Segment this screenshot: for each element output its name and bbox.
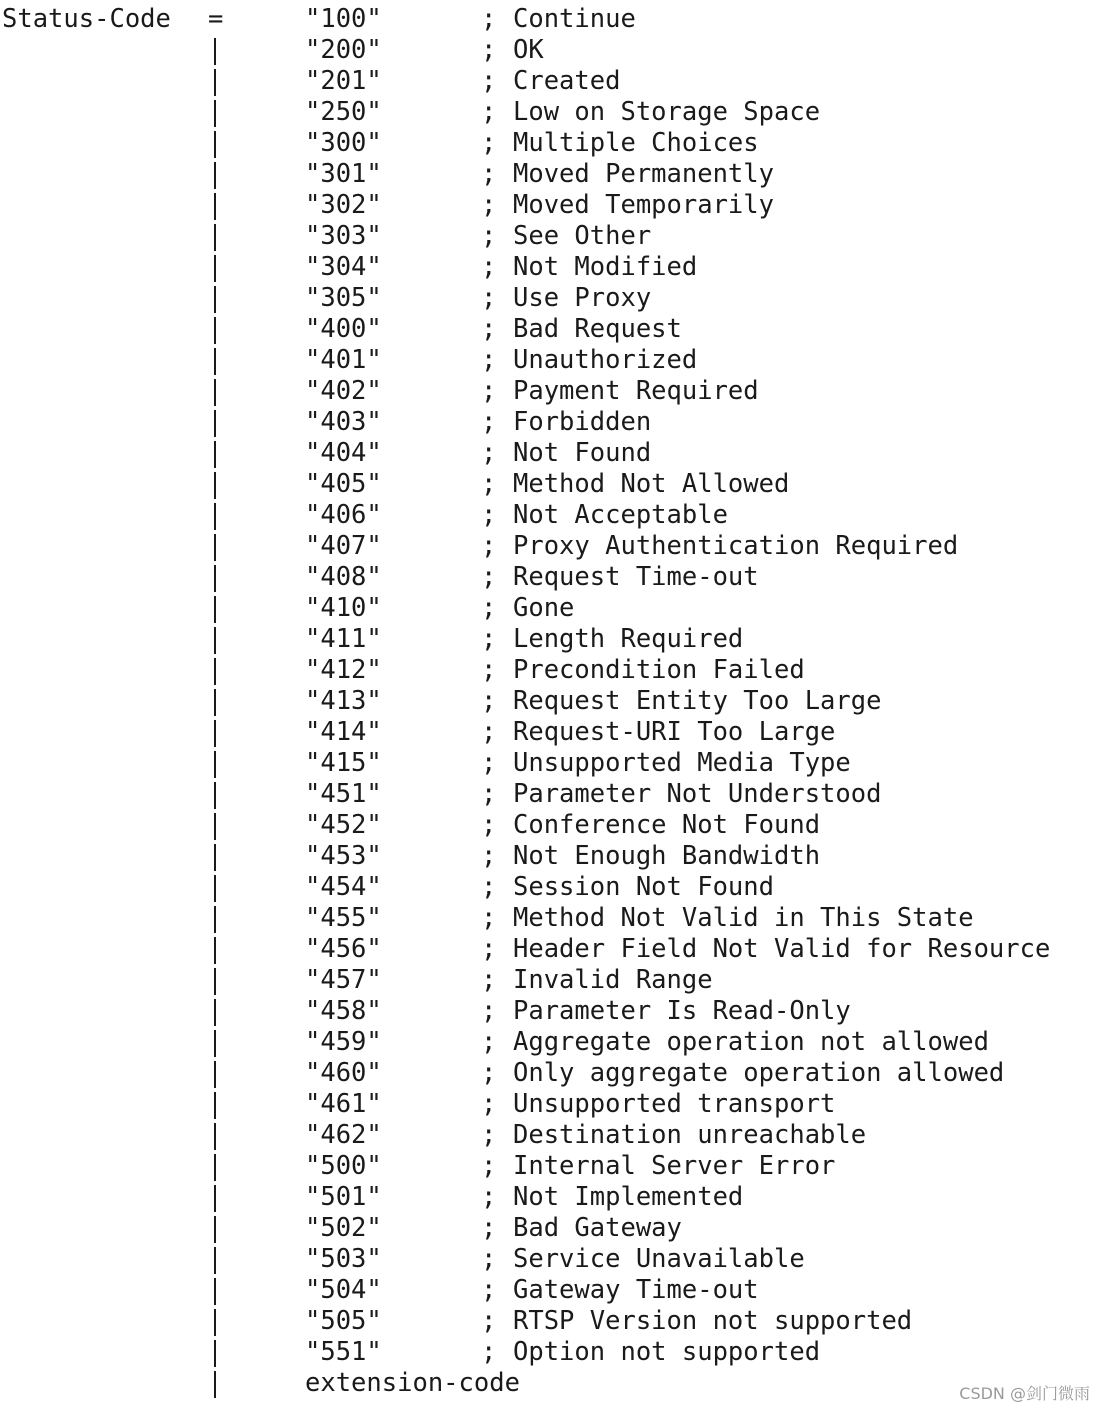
alternation-bar (214, 565, 216, 592)
alternation-bar (214, 1247, 216, 1274)
comment-separator: ; (481, 1275, 497, 1305)
comment-separator: ; (481, 1213, 497, 1243)
alternation-bar (214, 720, 216, 747)
status-code: "460" (305, 1058, 382, 1088)
alternation-bar (214, 1185, 216, 1212)
extension-code: extension-code (305, 1368, 520, 1398)
status-code: "410" (305, 593, 382, 623)
grammar-line (0, 252, 1104, 283)
reason-phrase: Unsupported transport (513, 1089, 836, 1119)
comment-separator: ; (481, 345, 497, 375)
status-code: "504" (305, 1275, 382, 1305)
reason-phrase: Destination unreachable (513, 1120, 867, 1150)
reason-phrase: Method Not Valid in This State (513, 903, 974, 933)
status-code: "456" (305, 934, 382, 964)
comment-separator: ; (481, 4, 497, 34)
grammar-line (0, 965, 1104, 996)
grammar-line (0, 190, 1104, 221)
reason-phrase: Proxy Authentication Required (513, 531, 959, 561)
grammar-line (0, 872, 1104, 903)
alternation-bar (214, 627, 216, 654)
comment-separator: ; (481, 159, 497, 189)
status-code: "100" (305, 4, 382, 34)
comment-separator: ; (481, 190, 497, 220)
reason-phrase: Use Proxy (513, 283, 652, 313)
reason-phrase: Multiple Choices (513, 128, 759, 158)
comment-separator: ; (481, 717, 497, 747)
comment-separator: ; (481, 1306, 497, 1336)
status-code: "501" (305, 1182, 382, 1212)
status-code: "404" (305, 438, 382, 468)
reason-phrase: Payment Required (513, 376, 759, 406)
grammar-line (0, 1027, 1104, 1058)
reason-phrase: Request Time-out (513, 562, 759, 592)
status-code: "407" (305, 531, 382, 561)
comment-separator: ; (481, 314, 497, 344)
reason-phrase: Length Required (513, 624, 744, 654)
status-code-grammar (0, 4, 1104, 1399)
alternation-bar (214, 131, 216, 158)
status-code: "414" (305, 717, 382, 747)
status-code: "452" (305, 810, 382, 840)
alternation-bar (214, 999, 216, 1026)
status-code: "200" (305, 35, 382, 65)
comment-separator: ; (481, 810, 497, 840)
comment-separator: ; (481, 97, 497, 127)
status-code: "403" (305, 407, 382, 437)
status-code: "454" (305, 872, 382, 902)
status-code: "451" (305, 779, 382, 809)
comment-separator: ; (481, 128, 497, 158)
grammar-line (0, 4, 1104, 35)
comment-separator: ; (481, 531, 497, 561)
comment-separator: ; (481, 996, 497, 1026)
reason-phrase: Not Implemented (513, 1182, 744, 1212)
alternation-bar (214, 689, 216, 716)
grammar-line (0, 1368, 1104, 1399)
alternation-bar (214, 937, 216, 964)
reason-phrase: OK (513, 35, 544, 65)
status-code: "458" (305, 996, 382, 1026)
reason-phrase: Moved Temporarily (513, 190, 774, 220)
grammar-line (0, 1306, 1104, 1337)
reason-phrase: Invalid Range (513, 965, 713, 995)
alternation-bar (214, 1154, 216, 1181)
grammar-line (0, 686, 1104, 717)
comment-separator: ; (481, 748, 497, 778)
reason-phrase: Service Unavailable (513, 1244, 805, 1274)
alternation-bar (214, 1371, 216, 1398)
comment-separator: ; (481, 1027, 497, 1057)
comment-separator: ; (481, 1058, 497, 1088)
grammar-line (0, 97, 1104, 128)
comment-separator: ; (481, 1182, 497, 1212)
grammar-line (0, 655, 1104, 686)
alternation-bar (214, 1309, 216, 1336)
status-code: "455" (305, 903, 382, 933)
comment-separator: ; (481, 221, 497, 251)
reason-phrase: Forbidden (513, 407, 652, 437)
status-code: "505" (305, 1306, 382, 1336)
reason-phrase: See Other (513, 221, 652, 251)
comment-separator: ; (481, 624, 497, 654)
alternation-bar (214, 658, 216, 685)
grammar-line (0, 562, 1104, 593)
grammar-line (0, 748, 1104, 779)
alternation-bar (214, 472, 216, 499)
grammar-line (0, 66, 1104, 97)
alternation-bar (214, 410, 216, 437)
comment-separator: ; (481, 1244, 497, 1274)
reason-phrase: Not Enough Bandwidth (513, 841, 821, 871)
reason-phrase: Created (513, 66, 621, 96)
reason-phrase: Request-URI Too Large (513, 717, 836, 747)
status-code: "413" (305, 686, 382, 716)
reason-phrase: Continue (513, 4, 636, 34)
grammar-line (0, 1182, 1104, 1213)
grammar-line (0, 376, 1104, 407)
comment-separator: ; (481, 779, 497, 809)
status-code: "461" (305, 1089, 382, 1119)
status-code: "406" (305, 500, 382, 530)
reason-phrase: Not Modified (513, 252, 698, 282)
grammar-line (0, 35, 1104, 66)
grammar-line (0, 531, 1104, 562)
alternation-bar (214, 782, 216, 809)
comment-separator: ; (481, 1120, 497, 1150)
alternation-bar (214, 1092, 216, 1119)
reason-phrase: Parameter Not Understood (513, 779, 882, 809)
reason-phrase: Only aggregate operation allowed (513, 1058, 1005, 1088)
alternation-bar (214, 751, 216, 778)
grammar-line (0, 1151, 1104, 1182)
grammar-line (0, 1058, 1104, 1089)
alternation-bar (214, 813, 216, 840)
grammar-line (0, 283, 1104, 314)
alternation-bar (214, 224, 216, 251)
comment-separator: ; (481, 1151, 497, 1181)
alternation-bar (214, 286, 216, 313)
alternation-bar (214, 1340, 216, 1367)
grammar-line (0, 1275, 1104, 1306)
status-code: "303" (305, 221, 382, 251)
comment-separator: ; (481, 872, 497, 902)
status-code: "415" (305, 748, 382, 778)
status-code: "305" (305, 283, 382, 313)
alternation-bar (214, 1123, 216, 1150)
status-code: "201" (305, 66, 382, 96)
grammar-line (0, 159, 1104, 190)
comment-separator: ; (481, 283, 497, 313)
comment-separator: ; (481, 1089, 497, 1119)
alternation-bar (214, 1216, 216, 1243)
reason-phrase: Gateway Time-out (513, 1275, 759, 1305)
grammar-line (0, 1213, 1104, 1244)
status-code: "400" (305, 314, 382, 344)
reason-phrase: Not Acceptable (513, 500, 728, 530)
comment-separator: ; (481, 841, 497, 871)
reason-phrase: Parameter Is Read-Only (513, 996, 851, 1026)
rule-name: Status-Code (2, 4, 171, 34)
status-code: "405" (305, 469, 382, 499)
alternation-bar (214, 503, 216, 530)
comment-separator: ; (481, 1337, 497, 1367)
alternation-bar (214, 1278, 216, 1305)
comment-separator: ; (481, 438, 497, 468)
reason-phrase: Internal Server Error (513, 1151, 836, 1181)
grammar-line (0, 469, 1104, 500)
status-code: "408" (305, 562, 382, 592)
alternation-bar (214, 69, 216, 96)
grammar-line (0, 1244, 1104, 1275)
reason-phrase: Gone (513, 593, 575, 623)
reason-phrase: Not Found (513, 438, 652, 468)
alternation-bar (214, 844, 216, 871)
alternation-bar (214, 348, 216, 375)
comment-separator: ; (481, 66, 497, 96)
grammar-line (0, 1337, 1104, 1368)
comment-separator: ; (481, 469, 497, 499)
reason-phrase: Moved Permanently (513, 159, 774, 189)
reason-phrase: Request Entity Too Large (513, 686, 882, 716)
comment-separator: ; (481, 35, 497, 65)
grammar-line (0, 841, 1104, 872)
comment-separator: ; (481, 965, 497, 995)
status-code: "453" (305, 841, 382, 871)
status-code: "459" (305, 1027, 382, 1057)
status-code: "503" (305, 1244, 382, 1274)
comment-separator: ; (481, 500, 497, 530)
grammar-line (0, 500, 1104, 531)
grammar-line (0, 1089, 1104, 1120)
comment-separator: ; (481, 903, 497, 933)
equals-sign: = (208, 4, 224, 34)
comment-separator: ; (481, 686, 497, 716)
alternation-bar (214, 193, 216, 220)
status-code: "402" (305, 376, 382, 406)
grammar-line (0, 593, 1104, 624)
reason-phrase: Unauthorized (513, 345, 698, 375)
grammar-line (0, 1120, 1104, 1151)
status-code: "304" (305, 252, 382, 282)
comment-separator: ; (481, 376, 497, 406)
alternation-bar (214, 255, 216, 282)
status-code: "302" (305, 190, 382, 220)
reason-phrase: Option not supported (513, 1337, 821, 1367)
reason-phrase: Precondition Failed (513, 655, 805, 685)
alternation-bar (214, 1061, 216, 1088)
alternation-bar (214, 534, 216, 561)
grammar-line (0, 624, 1104, 655)
grammar-line (0, 128, 1104, 159)
alternation-bar (214, 38, 216, 65)
alternation-bar (214, 906, 216, 933)
alternation-bar (214, 317, 216, 344)
status-code: "401" (305, 345, 382, 375)
status-code: "500" (305, 1151, 382, 1181)
grammar-line (0, 345, 1104, 376)
reason-phrase: Bad Gateway (513, 1213, 682, 1243)
reason-phrase: Low on Storage Space (513, 97, 821, 127)
grammar-line (0, 314, 1104, 345)
alternation-bar (214, 379, 216, 406)
grammar-line (0, 438, 1104, 469)
reason-phrase: Unsupported Media Type (513, 748, 851, 778)
comment-separator: ; (481, 252, 497, 282)
status-code: "457" (305, 965, 382, 995)
reason-phrase: Bad Request (513, 314, 682, 344)
grammar-line (0, 903, 1104, 934)
comment-separator: ; (481, 562, 497, 592)
watermark: CSDN @剑门微雨 (959, 1384, 1090, 1403)
alternation-bar (214, 441, 216, 468)
status-code: "301" (305, 159, 382, 189)
reason-phrase: RTSP Version not supported (513, 1306, 913, 1336)
status-code: "411" (305, 624, 382, 654)
grammar-line (0, 934, 1104, 965)
comment-separator: ; (481, 655, 497, 685)
grammar-line (0, 407, 1104, 438)
status-code: "250" (305, 97, 382, 127)
comment-separator: ; (481, 934, 497, 964)
reason-phrase: Header Field Not Valid for Resource (513, 934, 1051, 964)
alternation-bar (214, 100, 216, 127)
grammar-line (0, 996, 1104, 1027)
reason-phrase: Method Not Allowed (513, 469, 790, 499)
reason-phrase: Aggregate operation not allowed (513, 1027, 989, 1057)
comment-separator: ; (481, 593, 497, 623)
alternation-bar (214, 875, 216, 902)
grammar-line (0, 717, 1104, 748)
comment-separator: ; (481, 407, 497, 437)
status-code: "300" (305, 128, 382, 158)
alternation-bar (214, 968, 216, 995)
alternation-bar (214, 596, 216, 623)
status-code: "462" (305, 1120, 382, 1150)
reason-phrase: Session Not Found (513, 872, 774, 902)
alternation-bar (214, 162, 216, 189)
grammar-line (0, 221, 1104, 252)
status-code: "551" (305, 1337, 382, 1367)
status-code: "412" (305, 655, 382, 685)
grammar-line (0, 810, 1104, 841)
status-code: "502" (305, 1213, 382, 1243)
alternation-bar (214, 1030, 216, 1057)
reason-phrase: Conference Not Found (513, 810, 821, 840)
grammar-line (0, 779, 1104, 810)
